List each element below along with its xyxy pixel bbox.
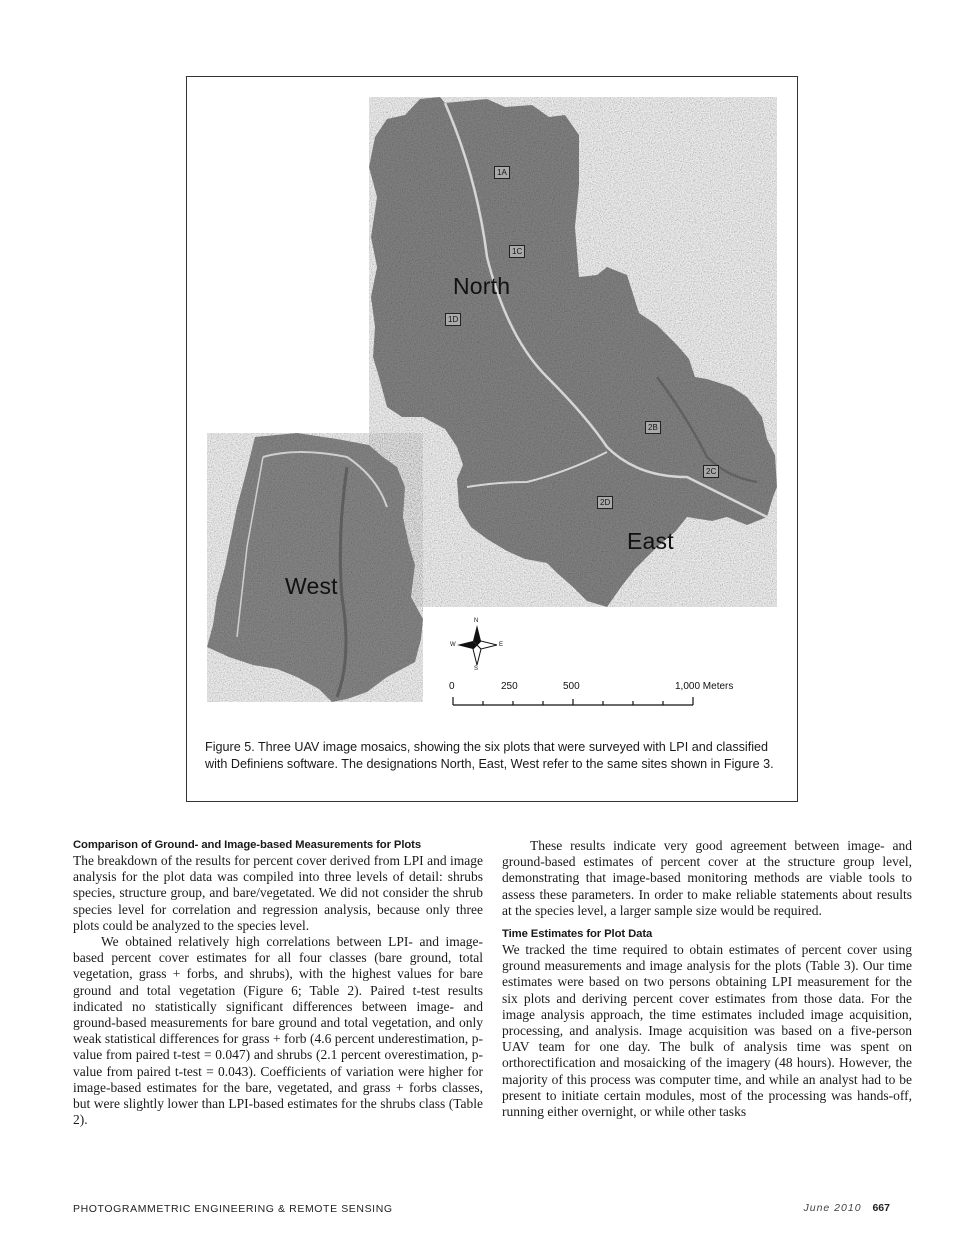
figure-caption: Figure 5. Three UAV image mosaics, showing the six plots that were surveyed with LPI and classified with Definiens software. The designations North, East, West refer to the same sites shown in Figure 3. [205,740,774,771]
scale-tick-500: 500 [563,681,580,692]
compass-w: W [450,642,456,648]
body-paragraph: These results indicate very good agreement between image- and ground-based estimates of percent cover at the structure group level, demonstrating that image-based monitoring methods are viable tools to assess these parameters. In order to make reliable statements about results at the species level, a larger sample size would be required. [502,838,912,918]
west-mosaic [207,433,423,702]
plot-label-2c: 2C [703,465,719,478]
body-paragraph: The breakdown of the results for percent cover derived from LPI and image analysis for the plot data was compiled into three levels of detail: shrubs species, structure group, and bare/vegetated. We did not consider the shrub species level for correlation and regression analysis, because only three plots could be analyzed to the species level. [73,853,483,933]
right-column [502,838,912,1120]
page-footer-right [804,1202,891,1214]
scale-tick-250: 250 [501,681,518,692]
body-paragraph: We obtained relatively high correlations between LPI- and image-based percent cover estimates for all four classes (bare ground, total vegetation, grass + forbs, and shrubs), with the highest values for bare ground and total vegetation (Figure 6; Table 2). Paired t-test results indicated no statistically significant differences between image- and ground-based measurements for bare ground and total vegetation, and only weak statistical differences for grass + forb (4.6 percent underestimation, p-value from paired t-test = 0.047) and shrubs (2.1 percent overestimation, p-value from paired t-test = 0.043). Coefficients of variation were higher for image-based estimates for the bare, vegetated, and grass + forbs classes, but were slightly lower than LPI-based estimates for the shrubs class (Table 2). [73,934,483,1128]
compass-s: S [474,666,479,672]
section-heading-time-estimates: Time Estimates for Plot Data [502,928,653,941]
plot-label-1c: 1C [509,245,525,258]
page-number: 667 [872,1202,890,1214]
section-heading-comparison: Comparison of Ground- and Image-based Measurements for Plots [73,839,422,851]
scale-tick-0: 0 [449,681,455,692]
figure-5 [186,76,798,802]
body-paragraph: We tracked the time required to obtain estimates of percent cover using ground measurements and image analysis for the plots (Table 3). Our time estimates were based on two persons obtaining LPI measurement for the six plots and deriving percent cover estimates from those data. For the image analysis approach, the time estimates included image acquisition, processing, and analysis. Image acquisition was based on a five-person UAV team for one day. The bulk of analysis time was spent on orthorectification and mosaicking of the imagery (48 hours). However, the majority of this process was computer time, and while an analyst had to be present to initiate certain modules, most of the processing was hands-off, running either overnight, or while other tasks [502,942,912,1120]
plot-label-1a: 1A [494,166,510,179]
compass-e: E [499,642,504,648]
uav-mosaic-map [187,77,797,727]
east-label: East [627,528,674,554]
scale-bar [453,697,693,705]
plot-label-2d: 2D [597,496,613,509]
scale-tick-1000: 1,000 Meters [675,681,734,692]
north-mosaic [369,97,777,607]
plot-label-1d: 1D [445,313,461,326]
plot-label-2b: 2B [645,421,661,434]
journal-name: PHOTOGRAMMETRIC ENGINEERING & REMOTE SENSING [73,1203,393,1215]
north-arrow [457,625,497,665]
issue-date: June 2010 [803,1202,862,1214]
north-label: North [453,273,511,299]
west-label: West [285,573,338,599]
compass-n: N [474,618,479,624]
left-column [73,838,483,1128]
